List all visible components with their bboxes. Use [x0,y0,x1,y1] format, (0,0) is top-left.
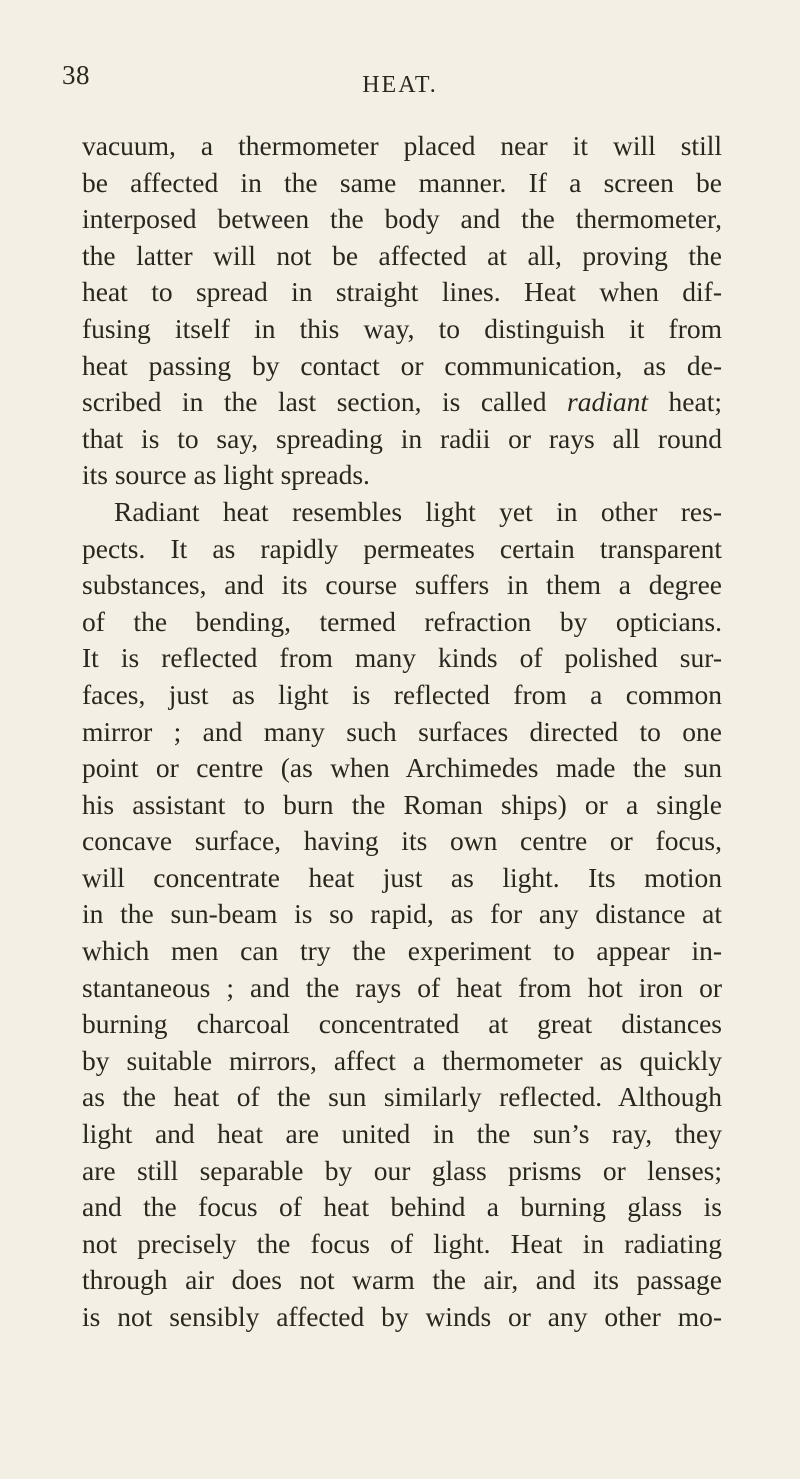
text-line: not precisely the focus of light. Heat in radiating [82,1227,722,1259]
text-line: concave surface, having its own centre or focus, [82,825,722,857]
text-line: heat to spread in straight lines. Heat when dif- [82,276,722,308]
text-line: It is reflected from many kinds of polished sur- [82,642,722,674]
text-line: mirror ; and many such surfaces directed to one [82,715,722,747]
text-line: are still separable by our glass prisms or lenses; [82,1154,722,1186]
text-segment: heat; [648,386,722,418]
text-line: its source as light spreads. [82,459,370,491]
text-line: his assistant to burn the Roman ships) or a single [82,788,722,820]
text-line: interposed between the body and the thermometer, [82,203,722,235]
text-line: fusing itself in this way, to distinguish it from [82,312,722,344]
text-line: by suitable mirrors, affect a thermometer as quickly [82,1044,722,1076]
text-line: be affected in the same manner. If a screen be [82,166,722,198]
body-text [82,128,722,1336]
page-number: 38 [62,60,90,90]
text-line [82,384,722,421]
text-line: heat passing by contact or communication, as de- [82,349,722,381]
text-line: burning charcoal concentrated at great distances [82,1008,722,1040]
italic-term: radiant [567,386,649,418]
text-line: of the bending, termed refraction by opticians. [82,605,722,637]
text-line: point or centre (as when Archimedes made the sun [82,752,722,784]
text-line: which men can try the experiment to appear in- [82,935,722,967]
text-line: and the focus of heat behind a burning glass is [82,1191,722,1223]
text-line: stantaneous ; and the rays of heat from hot iron or [82,971,722,1003]
text-line: substances, and its course suffers in them a degree [82,569,722,601]
text-line: light and heat are united in the sun’s ray, they [82,1118,722,1150]
paragraph-start-line: Radiant heat resembles light yet in other res- [114,495,722,527]
text-line: will concentrate heat just as light. Its motion [82,861,722,893]
text-line: vacuum, a thermometer placed near it will still [82,130,722,161]
text-segment: scribed in the last section, is called [82,386,568,418]
text-line: pects. It as rapidly permeates certain transparent [82,532,722,564]
text-line: is not sensibly affected by winds or any other mo- [82,1301,722,1332]
text-line: that is to say, spreading in radii or rays all round [82,422,722,454]
text-line: in the sun-beam is so rapid, as for any distance at [82,898,722,930]
text-line: faces, just as light is reflected from a common [82,678,722,710]
text-line: as the heat of the sun similarly reflected. Although [82,1081,722,1113]
running-head: HEAT. [362,72,438,98]
text-line: through air does not warm the air, and its passage [82,1264,722,1296]
text-line: the latter will not be affected at all, proving the [82,239,722,271]
